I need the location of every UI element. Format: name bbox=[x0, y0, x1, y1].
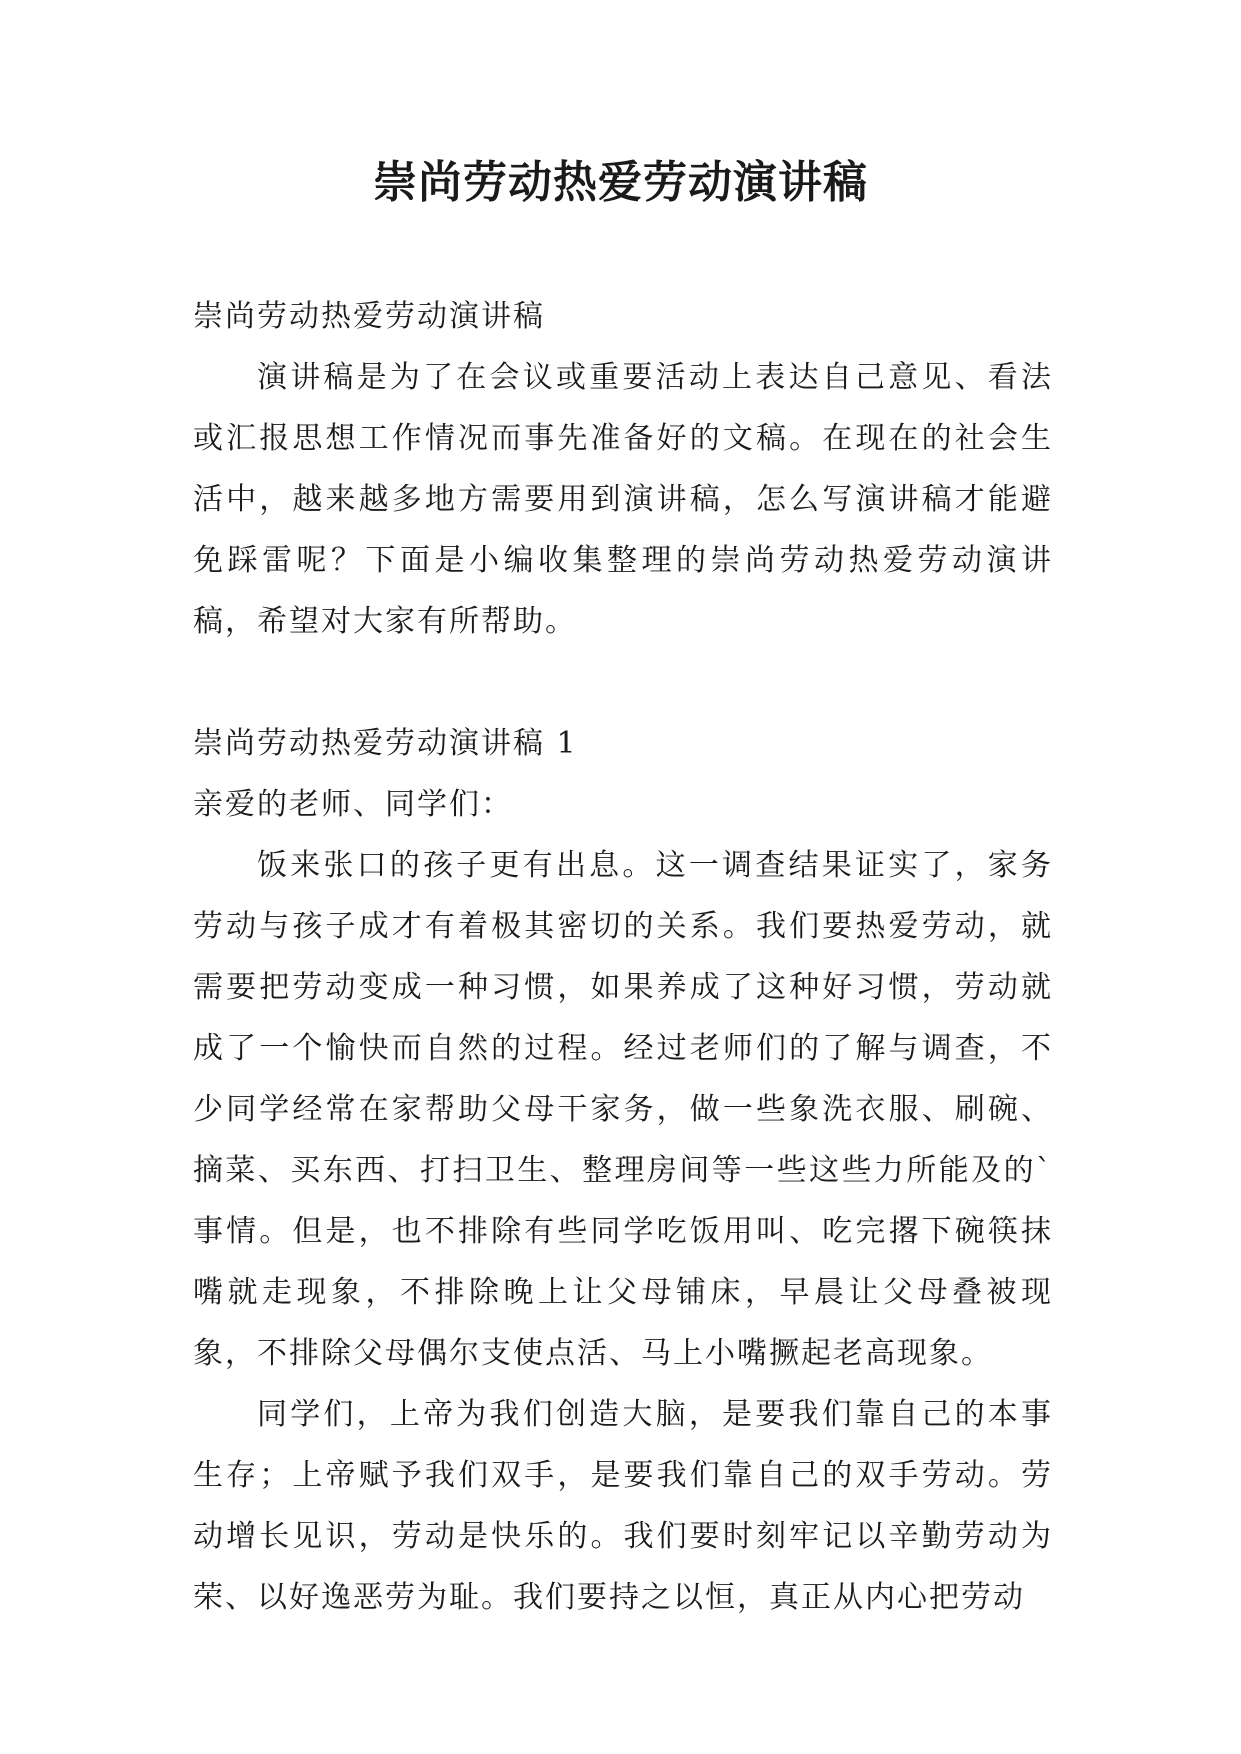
section-spacer bbox=[193, 652, 1053, 713]
body-paragraph-1: 饭来张口的孩子更有出息。这一调查结果证实了，家务劳动与孩子成才有着极其密切的关系。我们要热爱劳动，就需要把劳动变成一种习惯，如果养成了这种好习惯，劳动就成了一个愉快而自然的过程。经过老师们的了解与调查，不少同学经常在家帮助父母干家务，做一些象洗衣服、刷碗、摘菜、买东西、打扫卫生、整理房间等一些这些力所能及的`事情。但是，也不排除有些同学吃饭用叫、吃完撂下碗筷抹嘴就走现象，不排除晚上让父母铺床，早晨让父母叠被现象，不排除父母偶尔支使点活、马上小嘴撅起老高现象。 bbox=[193, 848, 1053, 1371]
document-body bbox=[193, 286, 1053, 1628]
body-paragraph-2: 同学们，上帝为我们创造大脑，是要我们靠自己的本事生存；上帝赋予我们双手，是要我们靠自己的双手劳动。劳动增长见识，劳动是快乐的。我们要时刻牢记以辛勤劳动为荣、以好逸恶劳为耻。我们要持之以恒，真正从内心把劳动 bbox=[193, 1397, 1053, 1615]
document-subtitle: 崇尚劳动热爱劳动演讲稿 bbox=[193, 299, 545, 334]
intro-paragraph: 演讲稿是为了在会议或重要活动上表达自己意见、看法或汇报思想工作情况而事先准备好的文稿。在现在的社会生活中，越来越多地方需要用到演讲稿，怎么写演讲稿才能避免踩雷呢？下面是小编收集整理的崇尚劳动热爱劳动演讲稿，希望对大家有所帮助。 bbox=[193, 360, 1053, 639]
greeting: 亲爱的老师、同学们： bbox=[193, 787, 513, 822]
document-title: 崇尚劳动热爱劳动演讲稿 bbox=[373, 157, 868, 208]
section-heading: 崇尚劳动热爱劳动演讲稿 1 bbox=[193, 726, 578, 761]
